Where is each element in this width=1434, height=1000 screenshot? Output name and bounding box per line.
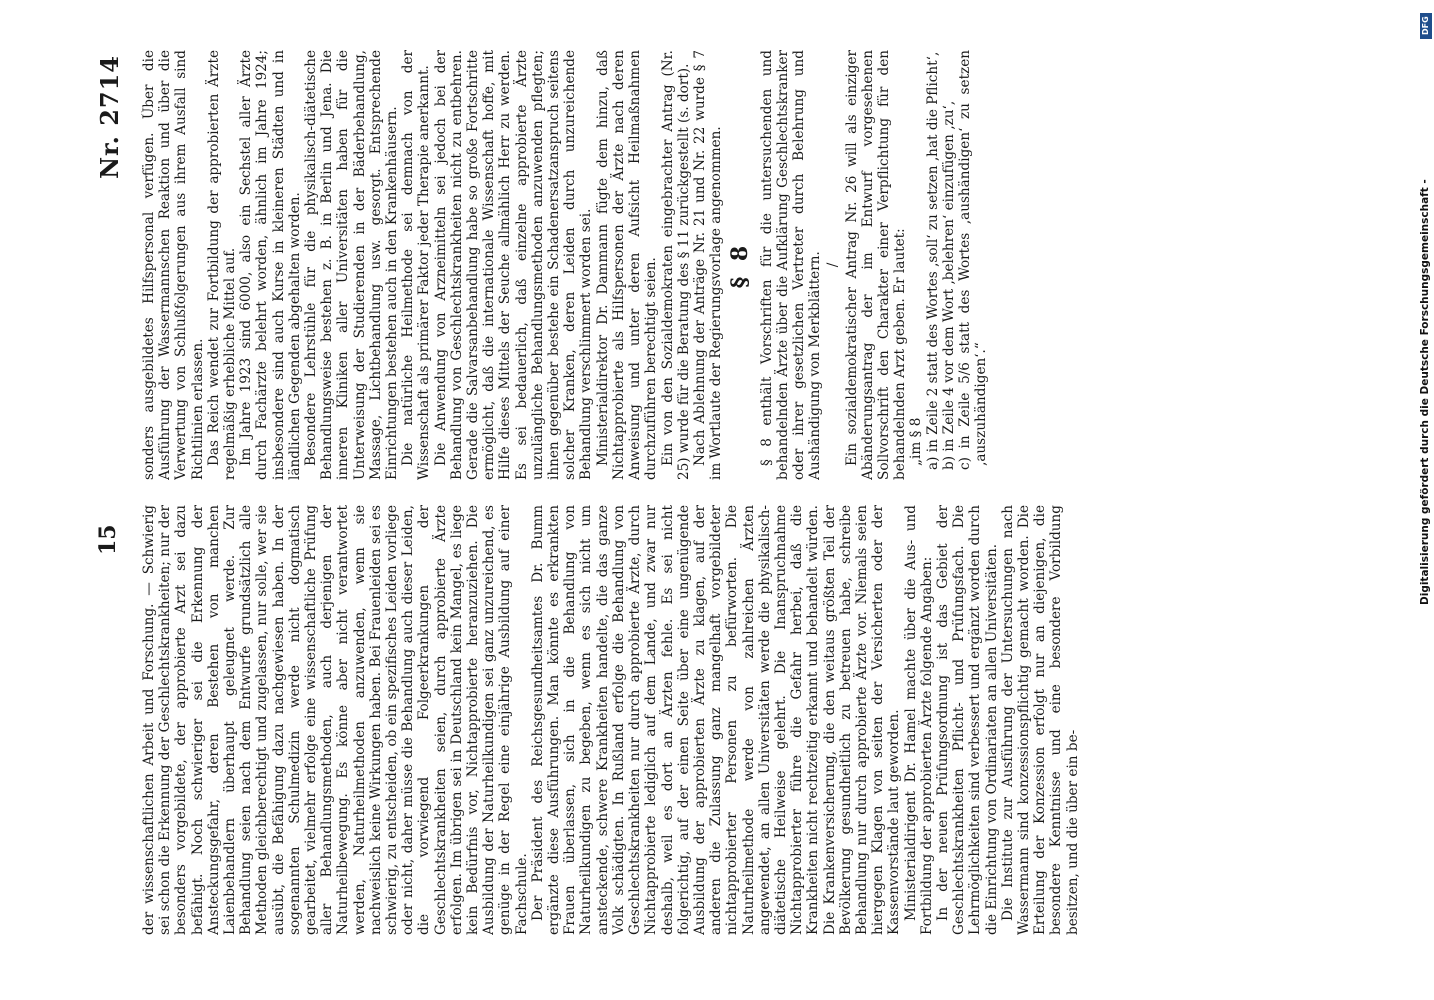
digitization-credit: Digitalisierung gefördert durch die Deutsche Forschungsgemeinschaft - bbox=[1419, 179, 1431, 605]
left-text-column bbox=[141, 505, 1291, 935]
paragraph: der wissenschaftlichen Arbeit und Forschung. — Schwierig sei schon die Erkennung der Geschlechtskrankheiten; nur der besonders vorgebildete, der approbierte Arzt sei dazu befähigt. Noch schwieriger sei die Erkennung der Ansteckungsgefahr, deren Bestehen von manchen Laienbehandlern überhaupt geleugnet werde. Zur Behandlung seien nach dem Entwurfe grundsätzlich alle Methoden gleichberechtigt und zugelassen, nur solle, wer sie ausübt, die Befähigung dazu nachgewiesen haben. In der sogenannten Schulmedizin werde nicht dogmatisch gearbeitet, vielmehr erfolge eine wissenschaftliche Prüfung aller Behandlungsmethoden, auch derjenigen der Naturheilbewegung. Es könne aber nicht verantwortet werden, Naturheilmethoden anzuwenden, wenn sie nachweislich keine Wirkungen haben. Bei Frauenleiden sei es schwierig, zu entscheiden, ob ein spezifisches Leiden vorliege oder nicht, daher müsse die Behandlung auch dieser Leiden, die vorwiegend Folgeerkrankungen der Geschlechtskrankheiten seien, durch approbierte Ärzte erfolgen. Im übrigen sei in Deutschland kein Mangel, es liege kein Bedürfnis vor, Nichtapprobierte heranzuziehen. Die Ausbildung der Naturheilkundigen sei ganz unzureichend, es genüge in der Regel eine einjährige Ausbildung auf einer Fachschule. bbox=[141, 505, 530, 935]
page-header bbox=[95, 55, 131, 935]
amendment-item-c: c) in Zeile 5/6 statt des Wortes ‚aushändigen‘ zu setzen ‚auszuhändigen‘.“ bbox=[956, 50, 990, 470]
paragraph: Ministerialdirigent Dr. Hamel machte über die Aus- und Fortbildung der approbierten Ärzte folgende Angaben: bbox=[902, 505, 935, 935]
margin-mark: / bbox=[825, 262, 842, 268]
amendment-item-b: b) in Zeile 4 vor dem Wort ‚belehren‘ einzufügen ‚zu‘, bbox=[940, 100, 957, 470]
paragraph: Die Institute zur Ausführung der Untersuchungen nach Wassermann sind konzessionspflichtig gemacht worden. Die Erteilung der Konzession erfolgt nur an diejenigen, die besondere Kenntnisse und eine besondere Vorbildung besitzen, und die über ein be- bbox=[999, 505, 1081, 935]
paragraph: Der Präsident des Reichsgesundheitsamtes Dr. Bumm ergänzte diese Ausführungen. Man könnte es erkrankten Frauen überlassen, sich in die Behandlung von Naturheilkundigen zu begeben, wenn es sich nicht um ansteckende, schwere Krankheiten handelte, die das ganze Volk schädigten. In Rußland erfolge die Behandlung von Geschlechtskrankheiten nur durch approbierte Ärzte, durch Nichtapprobierte lediglich auf dem Lande, und zwar nur deshalb, weil es dort an Ärzten fehle. Es sei nicht folgerichtig, auf der einen Seite über eine ungenügende Ausbildung der approbierten Ärzte zu klagen, auf der anderen die Zulassung ganz mangelhaft vorgebildeter nichtapprobierter Personen zu befürworten. Die Naturheilmethode werde von zahlreichen Ärzten angewendet, an allen Universitäten werde die physikalisch-diätetische Heilweise gelehrt. Die Inanspruchnahme Nichtapprobierter führe die Gefahr herbei, daß die Krankheiten nicht rechtzeitig erkannt und behandelt würden. Die Krankenversicherung, die den weitaus größten Teil der Bevölkerung gesundheitlich zu betreuen habe, schreibe Behandlung nur durch approbierte Ärzte vor. Niemals seien hiergegen Klagen von seiten der Versicherten oder der Kassenvorstände laut geworden. bbox=[529, 505, 903, 935]
paragraph: Nach Ablehnung der Anträge Nr. 21 und Nr. 22 wurde § 7 im Wortlaute der Regierungsvorlage angenommen. bbox=[691, 50, 725, 480]
rotated-document-page bbox=[95, 50, 1295, 935]
paragraph: § 8 enthält Vorschriften für die untersuchenden und behandelnden Ärzte über die Aufklärung Geschlechtskranker oder ihrer gesetzlichen Vertreter durch Belehrung und Aushändigung von Merkblättern. bbox=[758, 50, 824, 480]
issue-number: Nr. 2714 bbox=[95, 55, 124, 179]
paragraph: In der neuen Prüfungsordnung ist das Gebiet der Geschlechtskrankheiten Pflicht- und Prüfungsfach. Die Lehrmöglichkeiten sind verbessert und ergänzt worden durch die Einrichtung von Ordinariaten an allen Universitäten. bbox=[934, 505, 1000, 935]
page-number: 15 bbox=[95, 524, 121, 555]
paragraph: Die Anwendung von Arzneimitteln sei jedoch bei der Behandlung von Geschlechtskrankheiten nicht zu entbehren. Gerade die Salvarsanbehandlung habe so große Fortschritte ermöglicht, daß die internationale Wissenschaft hoffe, mit Hilfe dieses Mittels der Seuche allmählich Herr zu werden. Es sei bedauerlich, daß einzelne approbierte Ärzte unzulängliche Behandlungsmethoden anzuwenden pflegten; ihnen gegenüber bestehe ein Schadenersatzanspruch seitens solcher Kranken, deren Leiden durch unzureichende Behandlung verschlimmert worden sei. bbox=[432, 50, 595, 480]
paragraph: Die natürliche Heilmethode sei demnach von der Wissenschaft als primärer Faktor jeder Therapie anerkannt. bbox=[400, 50, 433, 480]
right-text-column bbox=[141, 50, 1291, 480]
paragraph: Ein von den Sozialdemokraten eingebrachter Antrag (Nr. 25) wurde für die Beratung des § 11 zurückgestellt (s. dort). bbox=[659, 50, 692, 480]
amendment-item-a: a) in Zeile 2 statt des Wortes ‚soll‘ zu setzen ‚hat die Pflicht‘, bbox=[924, 51, 941, 470]
paragraph: sonders ausgebildetes Hilfspersonal verfügen. Über die Ausführung der Wassermannschen Reaktion und über die Verwertung von Schlußfolgerungen aus ihrem Ausfall sind Richtlinien erlassen. bbox=[141, 50, 206, 480]
paragraph: Besondere Lehrstühle für die physikalisch-diätetische Behandlungsweise bestehen z. B. in Berlin und Jena. Die inneren Kliniken aller Universitäten haben für die Unterweisung der Studierenden in der Bäderbehandlung, Massage, Lichtbehandlung usw. gesorgt. Entsprechende Einrichtungen bestehen auch in den Krankenhäusern. bbox=[303, 50, 401, 480]
paragraph: Im Jahre 1923 sind 6000, also ein Sechstel aller Ärzte durch Fachärzte belehrt worden, ähnlich im Jahre 1924; insbesondere sind auch Kurse in kleineren Städten und in ländlichen Gegenden abgehalten worden. bbox=[238, 50, 303, 480]
paragraph: Ministerialdirektor Dr. Dammann fügte dem hinzu, daß Nichtapprobierte als Hilfspersonen der Ärzte nach deren Anweisung und unter deren Aufsicht Heilmaßnahmen durchzuführen berechtigt seien. bbox=[594, 50, 660, 480]
dfg-logo: DFG bbox=[1420, 13, 1432, 39]
paragraph: Ein sozialdemokratischer Antrag Nr. 26 will als einziger Abänderungsantrag der im Entwurf vorgesehenen Sollvorschrift den Charakter einer Verpflichtung für den behandelnden Arzt geben. Er lautet: bbox=[843, 50, 909, 480]
digitization-credit-strip bbox=[1404, 5, 1434, 995]
section-heading: § 8 bbox=[727, 241, 754, 289]
paragraph: „im § 8 bbox=[908, 417, 925, 466]
paragraph: Das Reich wendet zur Fortbildung der approbierten Ärzte regelmäßig erhebliche Mittel auf. bbox=[205, 50, 239, 480]
